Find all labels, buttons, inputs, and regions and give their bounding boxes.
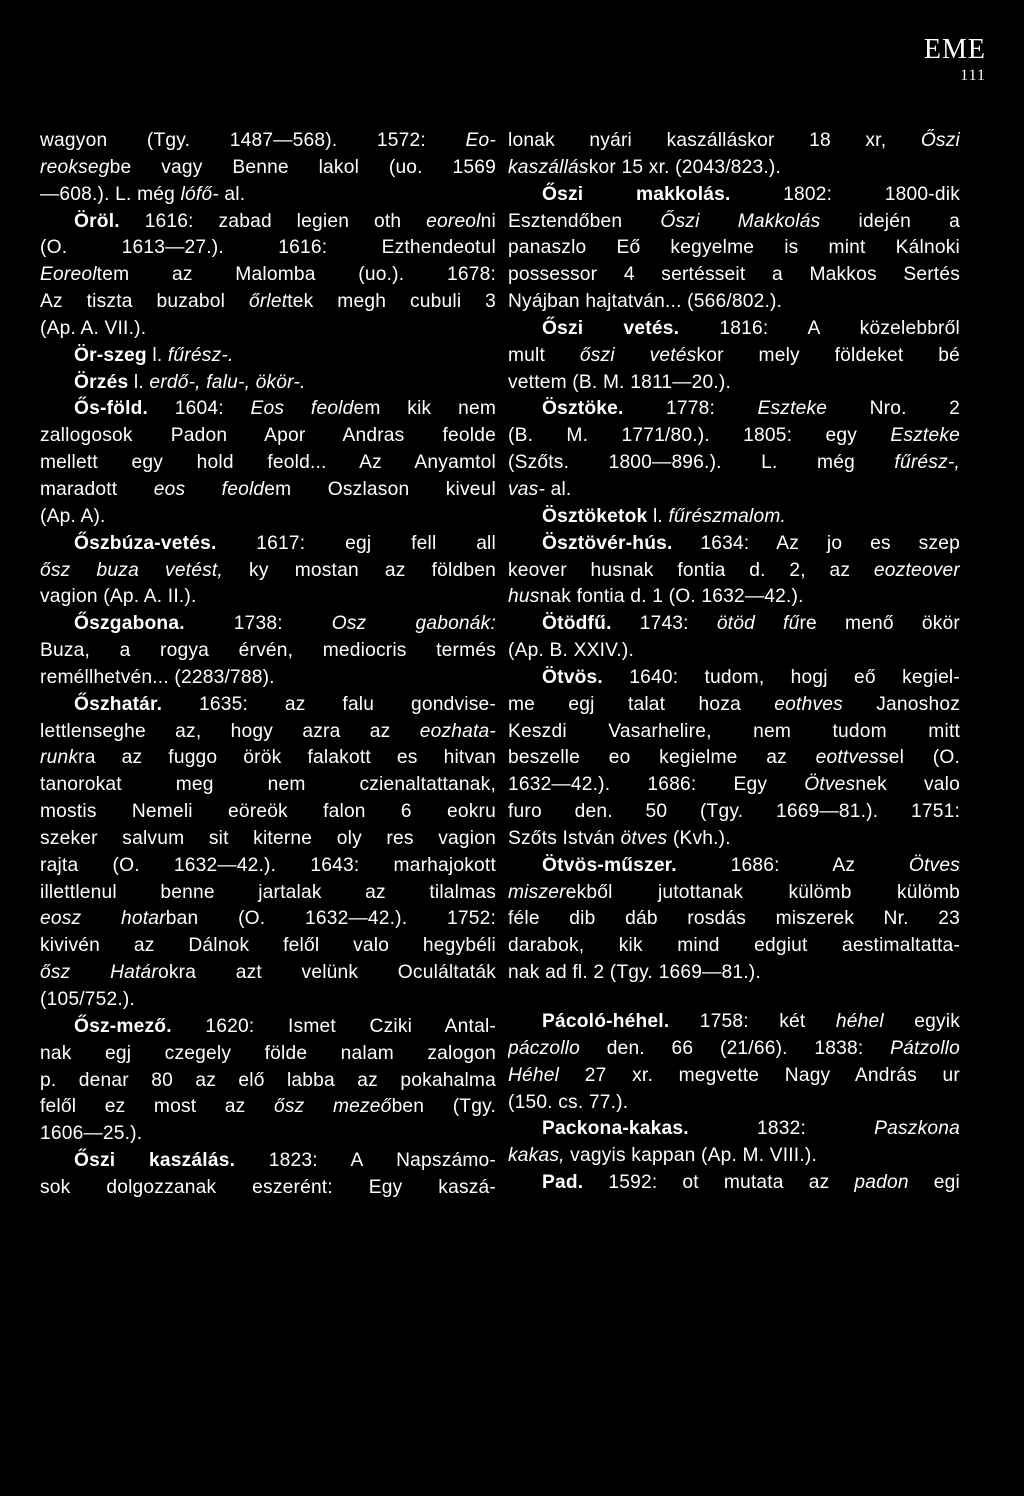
italic-text: Őszi Makkolás (660, 210, 821, 232)
text-line (508, 826, 960, 853)
italic-text: ősz Határ (40, 962, 158, 984)
text-line (40, 933, 496, 960)
italic-text: ötves (620, 827, 668, 849)
entry-headword: Ősz-mező. (74, 1015, 172, 1037)
text-span: felől ez most az (40, 1096, 274, 1118)
text-span: ekből jutottanak külömb külömb (565, 881, 960, 903)
text-span: tem az Malomba (uo.). 1678: (96, 264, 496, 286)
text-line (40, 316, 496, 343)
text-span: szeker salvum sit kiterne oly res vagion (40, 827, 496, 849)
text-line (40, 1041, 496, 1068)
entry-headword: Ötvös. (542, 666, 603, 688)
italic-text: eottves (815, 747, 879, 769)
text-span: illettlenul benne jartalak az tilalmas (40, 881, 496, 903)
italic-text: ősz mezeő (273, 1096, 392, 1118)
italic-text: eozteover (873, 559, 960, 581)
italic-text: őrlet (248, 291, 288, 313)
text-line (508, 531, 960, 558)
italic-text: eozhata- (419, 720, 496, 742)
text-line (508, 960, 960, 987)
text-span: (O. 1613—27.). 1616: Ezthendeotul (40, 237, 496, 259)
text-line (40, 1148, 496, 1175)
text-span: kor mely földeket bé (696, 344, 960, 366)
text-span: l. (146, 344, 168, 366)
text-span: 1620: Ismet Cziki Antal- (171, 1015, 496, 1037)
text-span: Az tiszta buzabol (40, 291, 249, 313)
text-span: Szőts István (508, 827, 621, 849)
text-span: tanorokat meg nem czienaltattanak, (40, 774, 496, 796)
text-span: idején a (820, 210, 960, 232)
italic-text: eothves (774, 693, 843, 715)
italic-text: reokseg (40, 156, 110, 178)
text-line (508, 638, 960, 665)
text-span: 1823: A Napszámo- (235, 1150, 496, 1172)
text-line (40, 960, 496, 987)
text-line (40, 209, 496, 236)
text-line (40, 450, 496, 477)
text-line (508, 155, 960, 182)
text-line (508, 772, 960, 799)
text-line (508, 182, 960, 209)
italic-text: fűrészmalom. (668, 505, 787, 527)
text-span: em Oszlason kiveul (264, 478, 496, 500)
text-line (40, 423, 496, 450)
entry-headword: Packona-kakas. (542, 1118, 689, 1140)
text-line (40, 182, 496, 209)
italic-text: Ötves (804, 774, 856, 796)
text-span: (Ap. B. XXIV.). (508, 640, 634, 662)
text-line (40, 531, 496, 558)
italic-text: runk (40, 747, 79, 769)
text-span: Esztendőben (508, 210, 661, 232)
text-line (508, 906, 960, 933)
text-span: al. (218, 183, 246, 205)
text-line (40, 638, 496, 665)
text-span: darabok, kik mind edgiut aestimaltatta- (508, 935, 960, 957)
text-span: Janoshoz (842, 693, 960, 715)
text-span: 1743: (611, 613, 717, 635)
text-span: vettem (B. M. 1811—20.). (508, 371, 732, 393)
text-span: sel (O. (878, 747, 960, 769)
text-span: 1802: 1800-dik (730, 183, 960, 205)
text-line (40, 1175, 496, 1202)
italic-text: Eoreol (40, 264, 97, 286)
text-line (508, 370, 960, 397)
entry-headword: Pácoló-héhel. (542, 1011, 670, 1032)
italic-text: lófő- (180, 183, 219, 205)
text-span: 1616: zabad legien oth (119, 210, 427, 232)
text-span: l. (128, 371, 150, 393)
entry-headword: Ör-szeg (74, 344, 147, 366)
text-span: den. 66 (21/66). 1838: (580, 1037, 891, 1059)
text-line (40, 745, 496, 772)
italic-text: ősz buza vetést, (40, 559, 223, 581)
text-line (508, 1170, 960, 1197)
text-line (508, 343, 960, 370)
text-line (508, 128, 960, 155)
text-span: tek megh cubuli 3 (287, 291, 496, 313)
text-line (508, 423, 960, 450)
text-span: me egj talat hoza (508, 693, 775, 715)
text-span: be vagy Benne lakol (uo. 1569 (109, 156, 496, 178)
text-span: (105/752.). (40, 989, 135, 1010)
text-line (40, 235, 496, 262)
italic-text: Eszteke (757, 398, 828, 420)
italic-text: Ötves (908, 854, 960, 876)
text-span: em kik nem (353, 398, 496, 420)
text-span: (Ap. A). (40, 505, 106, 527)
entry-headword: Őszhatár. (74, 693, 163, 715)
text-span: 1738: (184, 613, 332, 635)
italic-text: hus (508, 586, 540, 608)
italic-text: ötöd fű (716, 613, 800, 635)
text-span: mult (508, 344, 580, 366)
text-line (508, 933, 960, 960)
italic-text: eosz hotar (40, 908, 166, 930)
text-span: nak fontia d. 1 (O. 1632—42.). (539, 586, 804, 608)
text-span: zallogosok Padon Apor Andras feolde (40, 425, 496, 447)
text-span: nak ad fl. 2 (Tgy. 1669—81.). (508, 962, 761, 984)
entry-headword: Ős-föld. (74, 398, 149, 420)
italic-text: eoreol (426, 210, 481, 232)
italic-text: Eo- (465, 130, 496, 151)
text-span: 1606—25.). (40, 1123, 143, 1145)
italic-text: páczollo (508, 1037, 580, 1059)
running-head: EME (923, 34, 986, 65)
entry-headword: Örzés (74, 371, 129, 393)
text-line (508, 289, 960, 316)
text-line (40, 558, 496, 585)
text-span: okra azt velünk Oculáltaták (158, 962, 496, 984)
text-line (508, 745, 960, 772)
text-span: p. denar 80 az elő labba az pokahalma (40, 1069, 496, 1091)
text-line (508, 477, 960, 504)
text-line (40, 906, 496, 933)
text-span: nek valo (855, 774, 960, 796)
text-line (40, 584, 496, 611)
text-span: 1816: A közelebbről (679, 317, 960, 339)
text-span: 27 xr. megvette Nagy András ur (559, 1064, 960, 1086)
text-span: 1617: egj fell all (216, 532, 496, 554)
right-column (508, 128, 960, 1197)
text-line (40, 772, 496, 799)
text-line (508, 558, 960, 585)
text-span: lettlenseghe az, hogy azra az (40, 720, 420, 742)
italic-text: miszer (508, 881, 566, 903)
entry-headword: Őszbúza-vetés. (74, 532, 217, 554)
text-line (508, 1090, 960, 1117)
text-line (508, 584, 960, 611)
italic-text: Osz gabonák: (331, 613, 496, 635)
text-span: beszelle eo kegielme az (508, 747, 816, 769)
entry-headword: Őszgabona. (74, 613, 185, 635)
entry-headword: Ösztöke. (542, 398, 624, 420)
text-span: féle dib dáb rosdás miszerek Nr. 23 (508, 908, 960, 930)
text-line (40, 1068, 496, 1095)
text-span: 1632—42.). 1686: Egy (508, 774, 805, 796)
text-line (508, 719, 960, 746)
italic-text: fűrész-, (894, 452, 960, 474)
text-line (40, 1121, 496, 1148)
text-line (508, 1063, 960, 1090)
text-span: nak egj czegely földe nalam zalogon (40, 1042, 496, 1064)
text-line (40, 853, 496, 880)
italic-text: eos feold (153, 478, 265, 500)
text-span: vagyis kappan (Ap. M. VIII.). (564, 1145, 817, 1167)
text-line (40, 262, 496, 289)
text-line (40, 370, 496, 397)
text-span: wagyon (Tgy. 1487—568). 1572: (40, 130, 466, 151)
text-line (40, 880, 496, 907)
text-line (40, 289, 496, 316)
text-span: keover husnak fontia d. 2, az (508, 559, 874, 581)
italic-text: Pátzollo (890, 1037, 960, 1059)
text-line (40, 477, 496, 504)
italic-text: erdő-, falu-, ökör-. (149, 371, 306, 393)
text-span: 1592: ot mutata az (583, 1172, 855, 1194)
text-span: l. (647, 505, 669, 527)
text-line (508, 799, 960, 826)
text-line (508, 692, 960, 719)
text-span: 1634: Az jo es szep (672, 532, 960, 554)
italic-text: Eos feold (250, 398, 354, 420)
italic-text: őszi vetés (579, 344, 697, 366)
italic-text: Paszkona (874, 1118, 960, 1140)
text-line (40, 128, 496, 155)
text-line (508, 987, 960, 1009)
text-line (40, 826, 496, 853)
italic-text: kaszállás (508, 156, 589, 178)
text-span: (Kvh.). (667, 827, 731, 849)
italic-text: Eszteke (890, 425, 960, 447)
text-line (508, 880, 960, 907)
text-span: Nyájban hajtatván... (566/802.). (508, 291, 783, 313)
text-line (508, 450, 960, 477)
italic-text: fűrész-. (167, 344, 234, 366)
text-line (508, 262, 960, 289)
text-line (40, 396, 496, 423)
text-span: egi (908, 1172, 960, 1194)
text-line (40, 1014, 496, 1041)
text-span: kivivén az Dálnok felől valo hegybéli (40, 935, 496, 957)
text-span: furo den. 50 (Tgy. 1669—81.). 1751: (508, 801, 960, 823)
text-line (508, 316, 960, 343)
entry-headword: Ötödfű. (542, 613, 612, 635)
text-span: panaszlo Eő kegyelme is mint Kálnoki (508, 237, 960, 259)
italic-text: padon (854, 1172, 909, 1194)
text-span: maradott (40, 478, 154, 500)
italic-text: héhel (835, 1011, 884, 1032)
entry-headword: Öröl. (74, 210, 120, 232)
text-line (40, 719, 496, 746)
text-span: vagion (Ap. A. II.). (40, 586, 197, 608)
text-span: ra az fuggo örök falakott es hitvan (78, 747, 496, 769)
text-span: (150. cs. 77.). (508, 1091, 629, 1113)
text-line (508, 1143, 960, 1170)
italic-text: vas- (508, 478, 546, 500)
text-span: re menő ökör (799, 613, 960, 635)
text-span: 1604: (148, 398, 251, 420)
text-span: (Szőts. 1800—896.). L. még (508, 452, 895, 474)
text-span: rajta (O. 1632—42.). 1643: marhajokott (40, 854, 496, 876)
left-column (40, 128, 496, 1202)
text-span: Buza, a rogya érvén, mediocris termés (40, 640, 496, 662)
text-line (508, 209, 960, 236)
text-line (508, 665, 960, 692)
text-line (40, 343, 496, 370)
text-span: mellett egy hold feold... Az Anyamtol (40, 452, 496, 474)
text-span: possessor 4 sertésseit a Makkos Sertés (508, 264, 960, 286)
text-span: mostis Nemeli eöreök falon 6 eokru (40, 801, 496, 823)
entry-headword: Ösztövér-hús. (542, 532, 673, 554)
text-span: Nro. 2 (827, 398, 960, 420)
text-span: 1686: Az (676, 854, 909, 876)
text-span: sok dolgozzanak eszerént: Egy kaszá- (40, 1176, 496, 1198)
text-line (508, 396, 960, 423)
text-span: 1778: (623, 398, 758, 420)
entry-headword: Őszi kaszálás. (74, 1150, 236, 1172)
entry-headword: Pad. (542, 1172, 584, 1194)
text-span: 1635: az falu gondvise- (162, 693, 496, 715)
page-header (826, 36, 986, 84)
text-line (40, 1094, 496, 1121)
text-line (40, 987, 496, 1014)
text-span: ban (O. 1632—42.). 1752: (165, 908, 496, 930)
text-span: kor 15 xr. (2043/823.). (588, 156, 782, 178)
text-line (40, 665, 496, 692)
text-line (40, 504, 496, 531)
text-span: 1832: (688, 1118, 875, 1140)
text-line (40, 611, 496, 638)
text-line (508, 235, 960, 262)
text-span: reméllhetvén... (2283/788). (40, 666, 275, 688)
text-line (508, 853, 960, 880)
text-line (508, 1009, 960, 1036)
text-span: egyik (883, 1011, 960, 1032)
text-line (508, 611, 960, 638)
text-span: ni (480, 210, 496, 232)
text-span: (Ap. A. VII.). (40, 317, 147, 339)
text-span: (B. M. 1771/80.). 1805: egy (508, 425, 891, 447)
text-line (508, 504, 960, 531)
text-line (508, 1116, 960, 1143)
italic-text: kakas, (508, 1145, 565, 1167)
text-span: lonak nyári kaszálláskor 18 xr, (508, 130, 921, 151)
text-line (40, 155, 496, 182)
text-line (508, 1036, 960, 1063)
italic-text: Őszi (920, 130, 960, 151)
page-number: 111 (960, 67, 986, 84)
text-line (40, 692, 496, 719)
entry-headword: Őszi makkolás. (542, 183, 731, 205)
text-span: ben (Tgy. (391, 1096, 496, 1118)
text-span: ky mostan az földben (222, 559, 496, 581)
entry-headword: Ötvös-műszer. (542, 854, 677, 876)
text-span: —608.). L. még (40, 183, 181, 205)
entry-headword: Őszi vetés. (542, 317, 680, 339)
text-span: al. (545, 478, 572, 500)
text-span: 1640: tudom, hogj eő kegiel- (602, 666, 960, 688)
entry-headword: Ösztöketok (542, 505, 648, 527)
italic-text: Héhel (508, 1064, 560, 1086)
text-line (40, 799, 496, 826)
text-span: Keszdi Vasarhelire, nem tudom mitt (508, 720, 960, 742)
text-span: 1758: két (669, 1011, 836, 1032)
